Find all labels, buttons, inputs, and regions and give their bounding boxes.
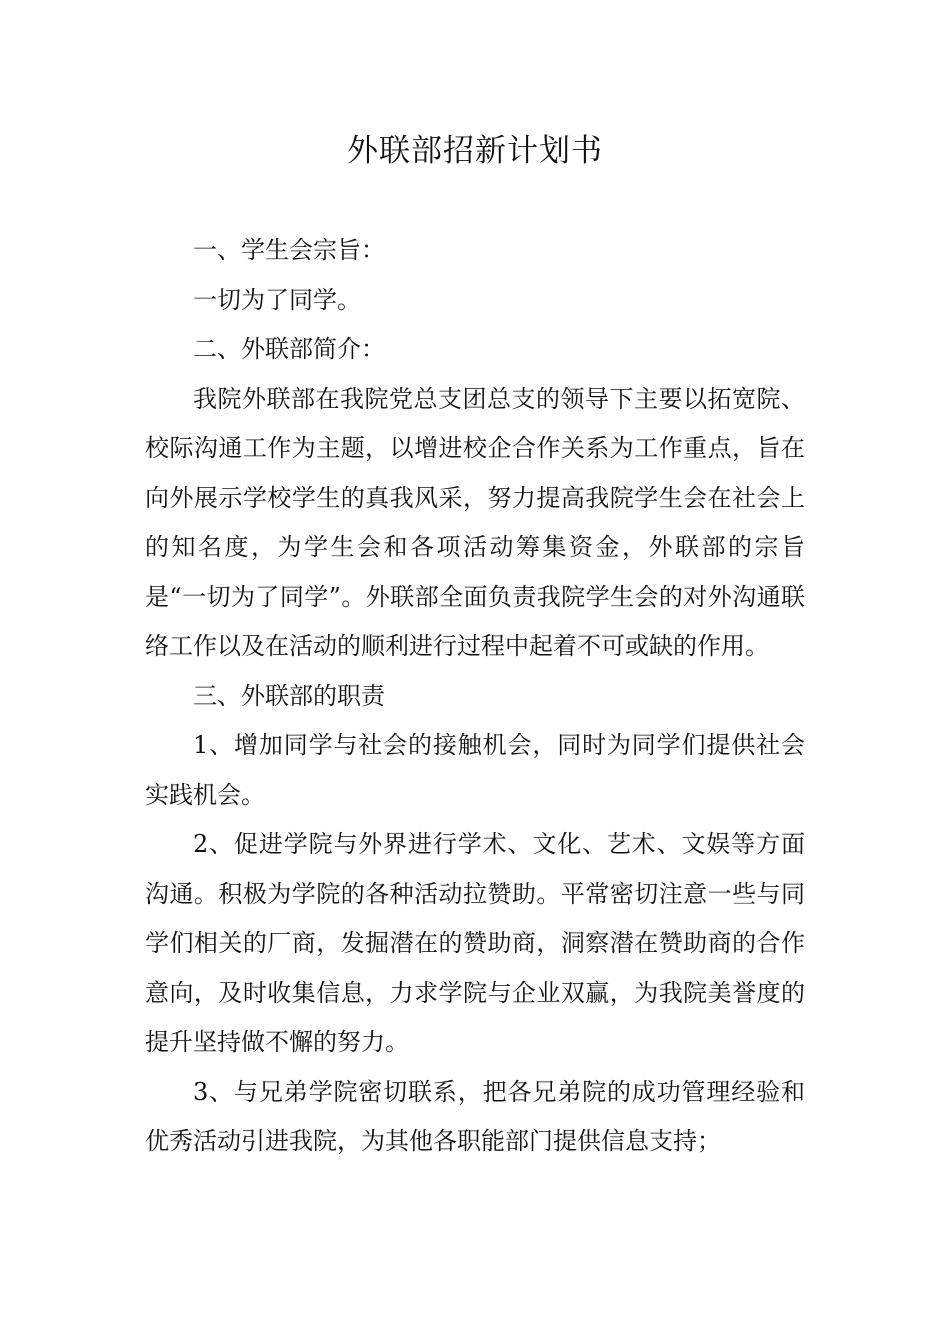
introduction-paragraph: 我院外联部在我院党总支团总支的领导下主要以拓宽院、校际沟通工作为主题，以增进校企合作关系为工作重点，旨在向外展示学校学生的真我风采，努力提高我院学生会在社会上的知名度，为学生会和各项活动筹集资金，外联部的宗旨是“一切为了同学”。外联部全面负责我院学生会的对外沟通联络工作以及在活动的顺利进行过程中起着不可或缺的作用。 xyxy=(145,384,805,660)
duty-item-3: 3、与兄弟学院密切联系，把各兄弟院的成功管理经验和优秀活动引进我院，为其他各职能部门提供信息支持； xyxy=(145,1077,805,1155)
section-heading-purpose: 一、学生会宗旨： xyxy=(193,236,385,264)
duty-item-1: 1、增加同学与社会的接触机会，同时为同学们提供社会实践机会。 xyxy=(145,731,805,809)
duty-item-2: 2、促进学院与外界进行学术、文化、艺术、文娱等方面沟通。积极为学院的各种活动拉赞助。平常密切注意一些与同学们相关的厂商，发掘潜在的赞助商，洞察潜在赞助商的合作意向，及时收集信息，力求学院与企业双赢，为我院美誉度的提升坚持做不懈的努力。 xyxy=(145,830,805,1056)
section-heading-duties: 三、外联部的职责 xyxy=(193,681,385,710)
section-heading-introduction: 二、外联部简介： xyxy=(193,335,385,363)
purpose-text: 一切为了同学。 xyxy=(193,285,361,314)
document-body xyxy=(145,226,805,1167)
document-title: 外联部招新计划书 xyxy=(347,133,603,169)
